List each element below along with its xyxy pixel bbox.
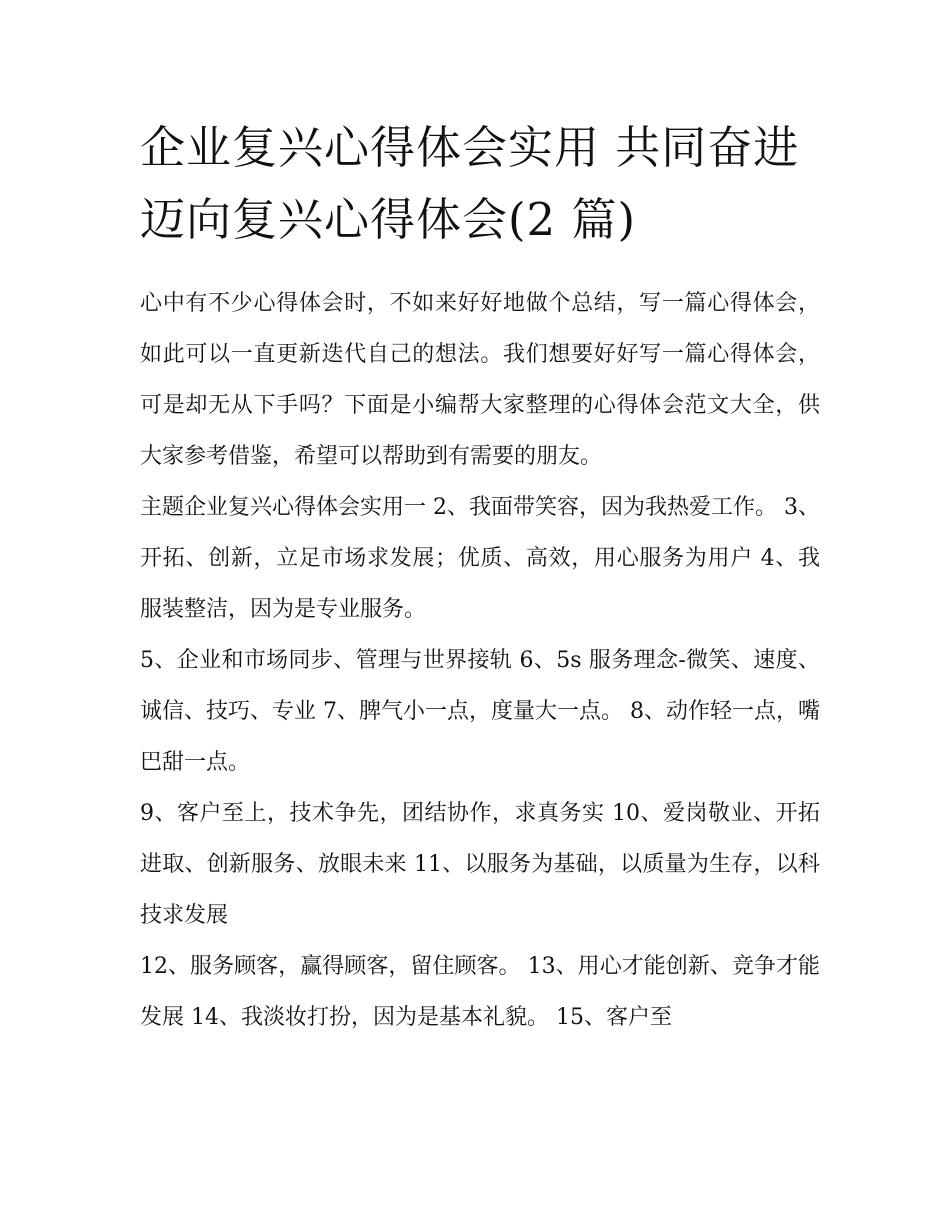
paragraph-4: 9、客户至上，技术争先，团结协作，求真务实 10、爱岗敬业、开拓进取、创新服务、放眼未来 11、以服务为基础，以质量为生存，以科技求发展 [140, 801, 820, 928]
paragraph-5: 12、服务顾客，赢得顾客，留住顾客。 13、用心才能创新、竞争才能发展 14、我淡妆打扮，因为是基本礼貌。 15、客户至 [140, 954, 820, 1030]
paragraph-2: 主题企业复兴心得体会实用一 2、我面带笑容，因为我热爱工作。 3、开拓、创新，立足市场求发展；优质、高效，用心服务为用户 4、我服装整洁，因为是专业服务。 [140, 495, 820, 622]
document-title: 企业复兴心得体会实用 共同奋进迈向复兴心得体会(2 篇) [140, 121, 800, 246]
paragraph-3: 5、企业和市场同步、管理与世界接轨 6、5s 服务理念-微笑、速度、诚信、技巧、专业 7、脾气小一点，度量大一点。 8、动作轻一点，嘴巴甜一点。 [140, 648, 820, 775]
intro-paragraph: 心中有不少心得体会时，不如来好好地做个总结，写一篇心得体会，如此可以一直更新迭代自己的想法。我们想要好好写一篇心得体会，可是却无从下手吗？下面是小编帮大家整理的心得体会范文大全，供大家参考借鉴，希望可以帮助到有需要的朋友。 [140, 291, 820, 469]
document-body [140, 112, 820, 1043]
